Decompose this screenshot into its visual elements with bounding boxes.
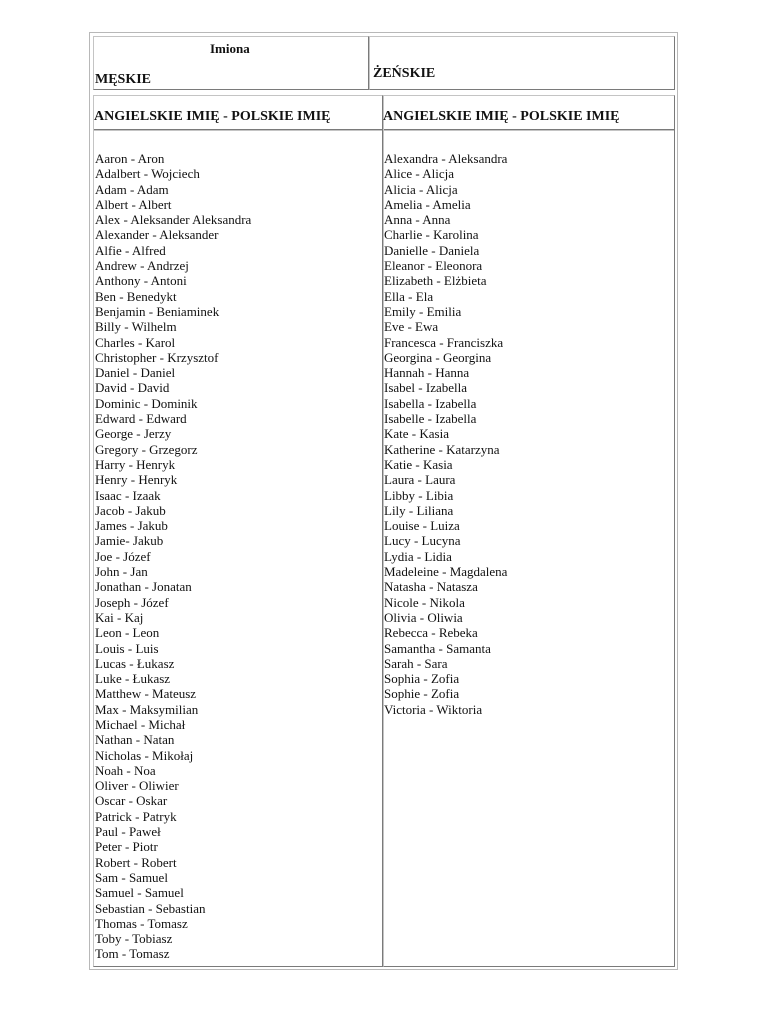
list-item: Katherine - Katarzyna: [384, 441, 500, 457]
list-item: Victoria - Wiktoria: [384, 701, 483, 717]
list-item: Oliver - Oliwier: [95, 778, 179, 794]
male-names-list: [95, 151, 251, 962]
list-item: Katie - Kasia: [384, 456, 453, 472]
header-cell-female: [369, 36, 675, 90]
list-item: Isabel - Izabella: [384, 380, 468, 396]
list-item: Francesca - Franciszka: [384, 334, 504, 350]
list-item: Louis - Luis: [95, 640, 159, 656]
list-item: Ben - Benedykt: [95, 288, 177, 304]
list-item: Sophia - Zofia: [384, 671, 460, 687]
list-item: Dominic - Dominik: [95, 395, 198, 411]
list-item: Emily - Emilia: [384, 303, 462, 319]
list-item: Sarah - Sara: [384, 655, 448, 671]
list-item: Lydia - Lidia: [384, 548, 452, 564]
list-item: Michael - Michał: [95, 716, 186, 732]
list-item: Georgina - Georgina: [384, 349, 492, 365]
list-item: Danielle - Daniela: [384, 242, 480, 258]
list-item: David - David: [95, 380, 170, 396]
list-item: Adam - Adam: [95, 181, 169, 197]
list-item: Jonathan - Jonatan: [95, 579, 192, 595]
list-item: Andrew - Andrzej: [95, 258, 189, 274]
names-table: [89, 32, 678, 970]
list-item: Lily - Liliana: [384, 502, 454, 518]
male-column-title: MĘSKIE: [95, 72, 152, 87]
list-item: Joseph - Józef: [95, 594, 169, 610]
list-item: Adalbert - Wojciech: [95, 166, 200, 182]
list-item: Luke - Łukasz: [95, 671, 171, 687]
list-item: Alex - Aleksander Aleksandra: [95, 212, 252, 228]
list-item: Olivia - Oliwia: [384, 609, 463, 625]
list-item: Ella - Ela: [384, 288, 434, 304]
list-item: Eleanor - Eleonora: [384, 258, 483, 274]
list-item: Albert - Albert: [95, 196, 172, 212]
female-subheader-divider: [384, 129, 674, 131]
list-item: Toby - Tobiasz: [95, 931, 173, 947]
list-item: Billy - Wilhelm: [95, 319, 177, 335]
list-item: Jamie- Jakub: [95, 533, 164, 549]
list-item: Lucas - Łukasz: [95, 655, 175, 671]
list-item: Gregory - Grzegorz: [95, 441, 198, 457]
list-item: Paul - Paweł: [95, 824, 161, 840]
list-item: Lucy - Lucyna: [384, 533, 461, 549]
list-item: Alicia - Alicja: [384, 181, 458, 197]
list-item: Leon - Leon: [95, 625, 160, 641]
list-item: Madeleine - Magdalena: [384, 564, 508, 580]
list-item: Alexander - Aleksander: [95, 227, 219, 243]
female-subheader: ANGIELSKIE IMIĘ - POLSKIE IMIĘ: [383, 109, 620, 124]
list-item: Edward - Edward: [95, 411, 187, 427]
list-item: Eve - Ewa: [384, 319, 439, 335]
male-names-cell: [93, 95, 383, 967]
list-item: Tom - Tomasz: [95, 946, 170, 962]
female-column-title: ŻEŃSKIE: [373, 66, 436, 81]
list-item: Nathan - Natan: [95, 732, 175, 748]
list-item: Patrick - Patryk: [95, 808, 177, 824]
list-item: George - Jerzy: [95, 426, 172, 442]
list-item: Isabella - Izabella: [384, 395, 477, 411]
list-item: Laura - Laura: [384, 472, 456, 488]
list-item: Kai - Kaj: [95, 609, 144, 625]
header-cell-male: [93, 36, 369, 90]
list-item: Max - Maksymilian: [95, 701, 199, 717]
list-item: Sam - Samuel: [95, 869, 168, 885]
list-item: Nicole - Nikola: [384, 594, 465, 610]
list-item: Benjamin - Beniaminek: [95, 303, 220, 319]
list-item: Rebecca - Rebeka: [384, 625, 478, 641]
list-item: Charles - Karol: [95, 334, 176, 350]
list-item: Isabelle - Izabella: [384, 411, 477, 427]
list-item: Kate - Kasia: [384, 426, 449, 442]
list-item: Natasha - Natasza: [384, 579, 478, 595]
female-names-list: [384, 151, 507, 717]
list-item: James - Jakub: [95, 518, 168, 534]
list-item: Nicholas - Mikołaj: [95, 747, 194, 763]
list-item: Thomas - Tomasz: [95, 915, 188, 931]
list-item: Charlie - Karolina: [384, 227, 479, 243]
female-names-cell: [383, 95, 675, 967]
list-item: Alfie - Alfred: [95, 242, 166, 258]
male-subheader: ANGIELSKIE IMIĘ - POLSKIE IMIĘ: [94, 109, 331, 124]
list-item: Anthony - Antoni: [95, 273, 187, 289]
list-item: Peter - Piotr: [95, 839, 158, 855]
list-item: Oscar - Oskar: [95, 793, 168, 809]
list-item: Alexandra - Aleksandra: [384, 151, 508, 166]
list-item: Joe - Józef: [95, 548, 151, 564]
male-subheader-divider: [94, 129, 382, 131]
list-item: Christopher - Krzysztof: [95, 349, 219, 365]
list-item: Samuel - Samuel: [95, 885, 184, 901]
list-item: Elizabeth - Elżbieta: [384, 273, 487, 289]
list-item: Isaac - Izaak: [95, 487, 161, 503]
list-item: Sophie - Zofia: [384, 686, 460, 702]
list-item: Sebastian - Sebastian: [95, 900, 206, 916]
list-item: Daniel - Daniel: [95, 365, 176, 381]
list-item: Robert - Robert: [95, 854, 177, 870]
list-item: Noah - Noa: [95, 762, 156, 778]
table-title: Imiona: [210, 41, 250, 56]
list-item: Hannah - Hanna: [384, 365, 470, 381]
list-item: Henry - Henryk: [95, 472, 178, 488]
list-item: Aaron - Aron: [95, 151, 165, 166]
list-item: Anna - Anna: [384, 212, 451, 228]
list-item: Harry - Henryk: [95, 456, 176, 472]
list-item: Samantha - Samanta: [384, 640, 491, 656]
list-item: John - Jan: [95, 564, 148, 580]
list-item: Alice - Alicja: [384, 166, 455, 182]
list-item: Jacob - Jakub: [95, 502, 166, 518]
list-item: Louise - Luiza: [384, 518, 460, 534]
list-item: Amelia - Amelia: [384, 196, 471, 212]
list-item: Matthew - Mateusz: [95, 686, 197, 702]
list-item: Libby - Libia: [384, 487, 454, 503]
